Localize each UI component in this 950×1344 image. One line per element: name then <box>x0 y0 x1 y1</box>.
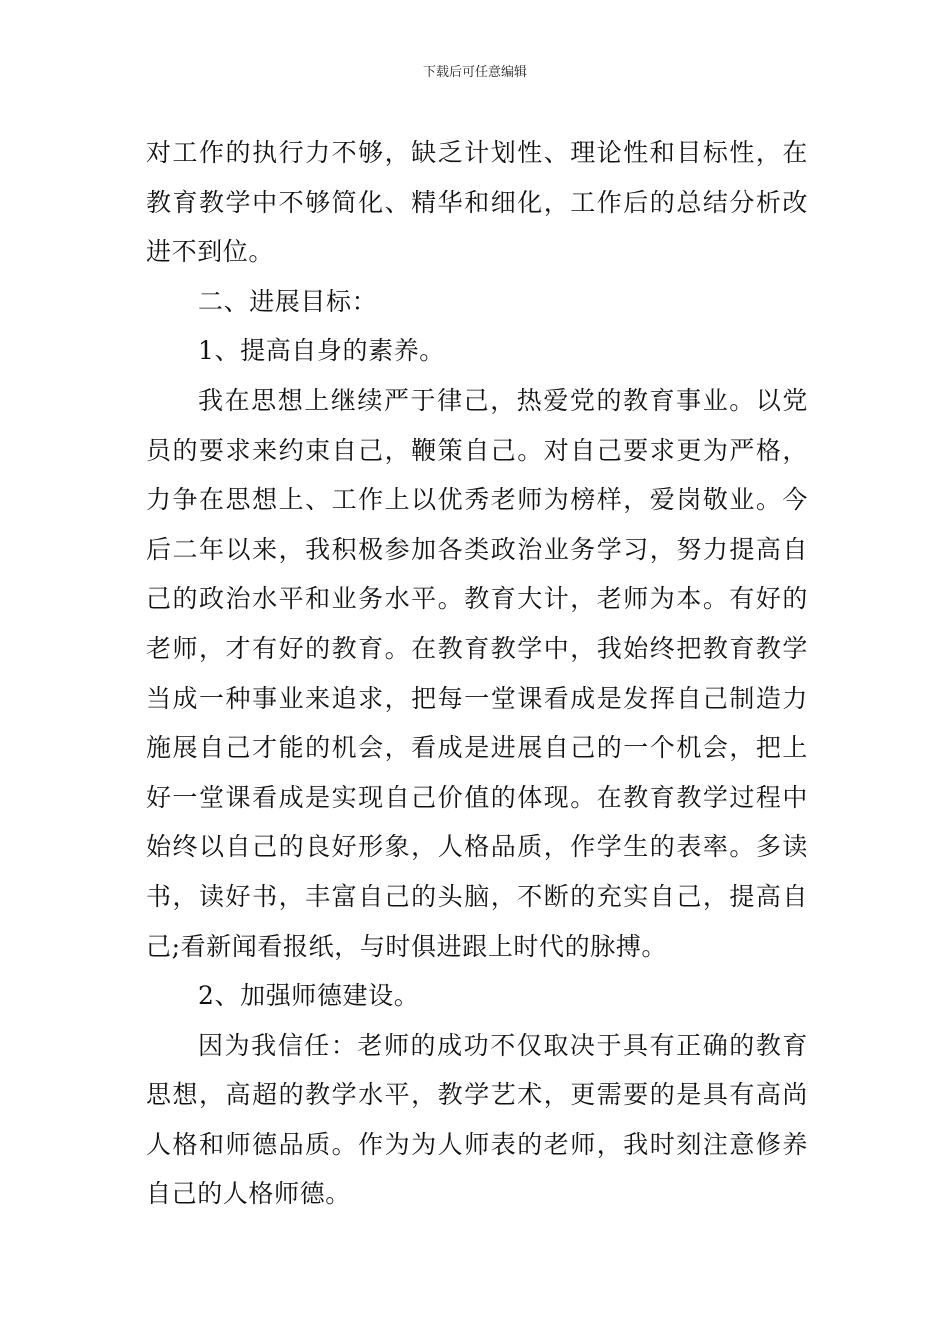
paragraph-teacher-ethics: 因为我信任：老师的成功不仅取决于具有正确的教育思想，高超的教学水平，教学艺术，更需要的是具有高尚人格和师德品质。作为为人师表的老师，我时刻注意修养自己的人格师德。 <box>146 1030 808 1209</box>
subheading-teacher-ethics: 2、加强师德建设。 <box>198 981 420 1011</box>
section-heading-goals: 二、进展目标： <box>198 286 378 316</box>
page-header: 下载后可任意编辑 <box>422 65 527 80</box>
document-body <box>146 128 808 1219</box>
subheading-self-improvement: 1、提高自身的素养。 <box>198 336 445 366</box>
paragraph-work-shortcomings: 对工作的执行力不够，缺乏计划性、理论性和目标性，在教育教学中不够简化、精华和细化，工作后的总结分析改进不到位。 <box>146 138 808 267</box>
paragraph-self-improvement: 我在思想上继续严于律己，热爱党的教育事业。以党员的要求来约束自己，鞭策自己。对自己要求更为严格，力争在思想上、工作上以优秀老师为榜样，爱岗敬业。今后二年以来，我积极参加各类政治业务学习，努力提高自己的政治水平和业务水平。教育大计，老师为本。有好的老师，才有好的教育。在教育教学中，我始终把教育教学当成一种事业来追求，把每一堂课看成是发挥自己制造力施展自己才能的机会，看成是进展自己的一个机会，把上好一堂课看成是实现自己价值的体现。在教育教学过程中始终以自己的良好形象，人格品质，作学生的表率。多读书，读好书，丰富自己的头脑，不断的充实自己，提高自己;看新闻看报纸，与时俱进跟上时代的脉搏。 <box>146 385 808 961</box>
